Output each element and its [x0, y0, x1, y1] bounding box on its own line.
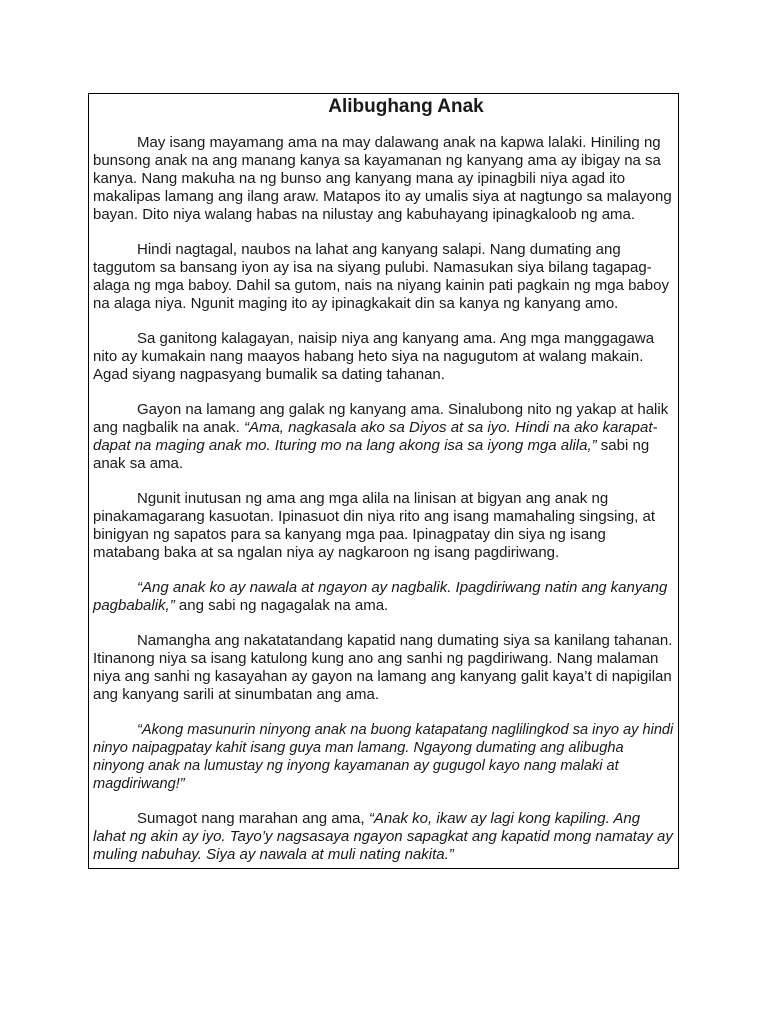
- paragraph-6-quote: “Ang anak ko ay nawala at ngayon ay nagbalik. Ipagdiriwang natin ang kanyang pagbabalik,”: [93, 579, 668, 614]
- paragraph-9-text: Sumagot nang marahan ang ama,: [137, 810, 369, 827]
- paragraph-4: [93, 401, 675, 473]
- paragraph-4-text-end: sabi ng anak sa ama.: [93, 437, 650, 472]
- paragraph-5: Ngunit inutusan ng ama ang mga alila na linisan at bigyan ang anak ng pinakamagarang kasuotan. Ipinasuot din niya rito ang isang mamahaling singsing, at binigyan ng sapatos para sa kanyang mga paa. Ipinagpatay din siya ng isang matabang baka at sa ngalan niya ay nagkaroon ng isang pagdiriwang.: [93, 490, 656, 561]
- paragraph-6-text-end: ang sabi ng nagagalak na ama.: [174, 597, 389, 614]
- paragraph-9: [93, 810, 675, 864]
- story-box: [88, 93, 679, 869]
- paragraph-3: Sa ganitong kalagayan, naisip niya ang kanyang ama. Ang mga manggagawa nito ay kumakain nang maayos habang heto siya na nagugutom at walang makain. Agad siyang nagpasyang bumalik sa dating tahanan.: [93, 330, 655, 383]
- story-title: Alibughang Anak: [328, 96, 484, 117]
- paragraph-8-quote: “Akong masunurin ninyong anak na buong katapatang naglilingkod sa inyo ay hindi ninyo naipagpatay kahit isang guya man lamang. Ngayong dumating ang alibugha ninyong anak na lumustay ng inyong kayamanan ay gugugol kayo nang malaki at magdiriwang!”: [93, 722, 674, 792]
- paragraph-4-quote: “Ama, nagkasala ako sa Diyos at sa iyo. Hindi na ako karapat-dapat na maging anak mo. Ituring mo na lang akong isa sa iyong mga alila,”: [93, 419, 658, 454]
- paragraph-9-quote: “Anak ko, ikaw ay lagi kong kapiling. Ang lahat ng akin ay iyo. Tayo’y nagsasaya ngayon sapagkat ang kapatid mong namatay ay muling nabuhay. Siya ay nawala at muli nating nakita.”: [93, 810, 673, 863]
- paragraph-4-text: Gayon na lamang ang galak ng kanyang ama. Sinalubong nito ng yakap at halik ang nagbalik na anak.: [93, 401, 669, 436]
- paragraph-1: May isang mayamang ama na may dalawang anak na kapwa lalaki. Hiniling ng bunsong anak na ang manang kanya sa kayamanan ng kanyang ama ay ibigay na sa kanya. Nang makuha na ng bunso ang kanyang mana ay ipinagbili niya agad ito makalipas lamang ang ilang araw. Matapos ito ay umalis siya at nagtungo sa malayong bayan. Dito niya walang habas na nilustay ang kabuhayang ipinagkaloob ng ama.: [93, 134, 672, 223]
- paragraph-7: Namangha ang nakatatandang kapatid nang dumating siya sa kanilang tahanan. Itinanong niya sa isang katulong kung ano ang sanhi ng pagdiriwang. Nang malaman niya ang sanhi ng kasayahan ay gayon na lamang ang kanyang galit kaya’t di napigilan ang kanyang sarili at sinumbatan ang ama.: [93, 632, 673, 703]
- paragraph-2: Hindi nagtagal, naubos na lahat ang kanyang salapi. Nang dumating ang taggutom sa bansang iyon ay isa na siyang pulubi. Namasukan siya bilang tagapag-alaga ng mga baboy. Dahil sa gutom, nais na niyang kainin pati pagkain ng mga baboy na alaga niya. Ngunit maging ito ay ipinagkakait din sa kanya ng kanyang amo.: [93, 241, 669, 312]
- paragraph-6: [93, 579, 675, 615]
